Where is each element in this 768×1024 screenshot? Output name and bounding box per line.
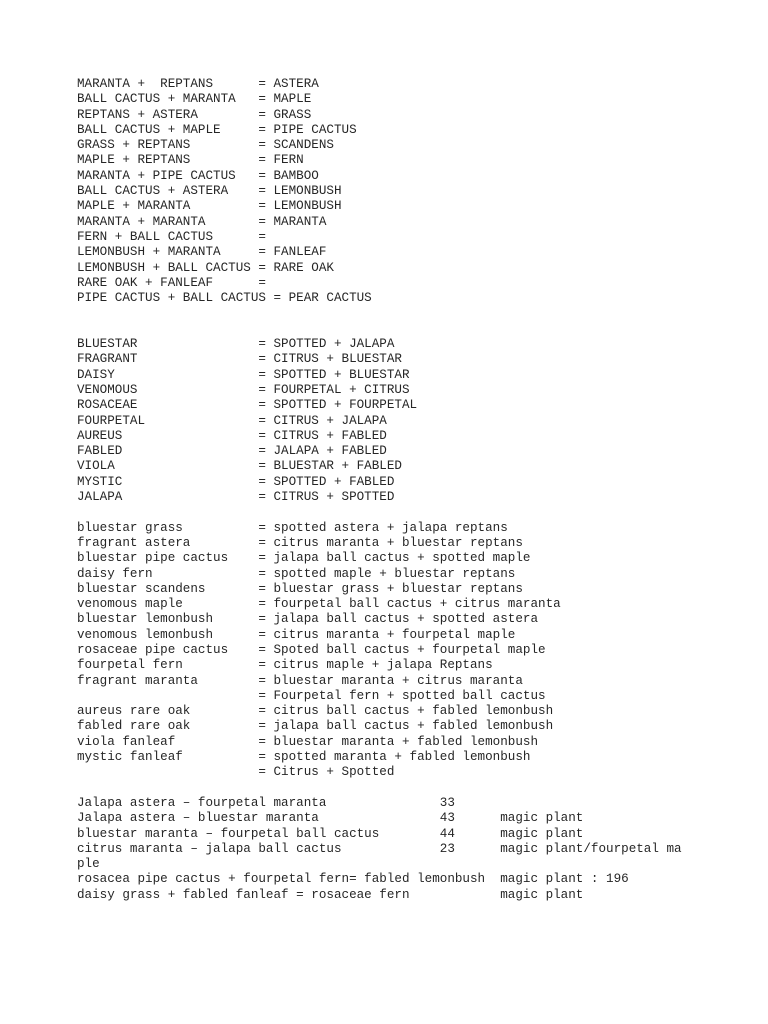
text-line: fragrant astera = citrus maranta + bluestar reptans	[77, 535, 523, 550]
text-line: MARANTA + MARANTA = MARANTA	[77, 214, 327, 229]
blank-line	[77, 781, 682, 796]
text-line: bluestar grass = spotted astera + jalapa reptans	[77, 520, 508, 535]
text-line: venomous lemonbush = citrus maranta + fourpetal maple	[77, 627, 516, 642]
text-line: daisy fern = spotted maple + bluestar reptans	[77, 566, 516, 581]
text-line: daisy grass + fabled fanleaf = rosaceae fern magic plant	[77, 887, 584, 902]
text-line: = Fourpetal fern + spotted ball cactus	[77, 688, 546, 703]
text-line: MYSTIC = SPOTTED + FABLED	[77, 474, 395, 489]
text-line: bluestar pipe cactus = jalapa ball cactus + spotted maple	[77, 551, 531, 566]
text-line: PIPE CACTUS + BALL CACTUS = PEAR CACTUS	[77, 291, 372, 306]
text-line: FERN + BALL CACTUS =	[77, 229, 266, 244]
section-recipes-plain	[77, 77, 682, 306]
text-line: rosacea pipe cactus + fourpetal fern= fabled lemonbush magic plant : 196	[77, 872, 629, 887]
section-recipes-colors	[77, 337, 682, 505]
text-line: MAPLE + MARANTA = LEMONBUSH	[77, 199, 342, 214]
text-line: AUREUS = CITRUS + FABLED	[77, 428, 387, 443]
text-line: bluestar lemonbush = jalapa ball cactus + spotted astera	[77, 612, 539, 627]
text-line: MAPLE + REPTANS = FERN	[77, 153, 304, 168]
text-line: FRAGRANT = CITRUS + BLUESTAR	[77, 352, 402, 367]
text-line: fabled rare oak = jalapa ball cactus + fabled lemonbush	[77, 719, 554, 734]
text-line: = Citrus + Spotted	[77, 765, 395, 780]
text-line: LEMONBUSH + BALL CACTUS = RARE OAK	[77, 260, 334, 275]
text-line: MARANTA + REPTANS = ASTERA	[77, 77, 319, 91]
text-line: mystic fanleaf = spotted maranta + fabled lemonbush	[77, 750, 531, 765]
text-line: VIOLA = BLUESTAR + FABLED	[77, 459, 402, 474]
text-line: venomous maple = fourpetal ball cactus + citrus maranta	[77, 597, 561, 612]
text-line: viola fanleaf = bluestar maranta + fabled lemonbush	[77, 734, 539, 749]
text-line: BALL CACTUS + MAPLE = PIPE CACTUS	[77, 122, 357, 137]
text-line: fragrant maranta = bluestar maranta + citrus maranta	[77, 673, 523, 688]
text-line: FOURPETAL = CITRUS + JALAPA	[77, 413, 387, 428]
text-line: REPTANS + ASTERA = GRASS	[77, 107, 312, 122]
text-line: BALL CACTUS + MARANTA = MAPLE	[77, 92, 312, 107]
text-line: aureus rare oak = citrus ball cactus + fabled lemonbush	[77, 704, 554, 719]
text-line: rosaceae pipe cactus = Spoted ball cactus + fourpetal maple	[77, 642, 546, 657]
text-line: RARE OAK + FANLEAF =	[77, 275, 266, 290]
text-line: VENOMOUS = FOURPETAL + CITRUS	[77, 382, 410, 397]
text-line: bluestar maranta – fourpetal ball cactus 44 magic plant	[77, 826, 584, 841]
blank-line	[77, 505, 682, 520]
blank-line	[77, 322, 682, 337]
text-line: FABLED = JALAPA + FABLED	[77, 444, 387, 459]
text-line: Jalapa astera – bluestar maranta 43 magic plant	[77, 811, 584, 826]
text-line: MARANTA + PIPE CACTUS = BAMBOO	[77, 168, 319, 183]
blank-line	[77, 306, 682, 321]
section-recipes-combined	[77, 521, 682, 781]
text-line: DAISY = SPOTTED + BLUESTAR	[77, 367, 410, 382]
text-line: citrus maranta – jalapa ball cactus 23 magic plant/fourpetal ma	[77, 841, 682, 856]
text-line: LEMONBUSH + MARANTA = FANLEAF	[77, 245, 327, 260]
text-line: BLUESTAR = SPOTTED + JALAPA	[77, 337, 395, 352]
text-line: ROSACEAE = SPOTTED + FOURPETAL	[77, 398, 418, 413]
document-text	[77, 77, 682, 903]
text-line: GRASS + REPTANS = SCANDENS	[77, 138, 334, 153]
text-line: Jalapa astera – fourpetal maranta 33	[77, 795, 455, 810]
text-line: bluestar scandens = bluestar grass + bluestar reptans	[77, 581, 523, 596]
text-line: ple	[77, 857, 100, 872]
text-line: BALL CACTUS + ASTERA = LEMONBUSH	[77, 184, 342, 199]
section-magic-plants	[77, 796, 682, 903]
text-line: fourpetal fern = citrus maple + jalapa Reptans	[77, 658, 493, 673]
text-line: JALAPA = CITRUS + SPOTTED	[77, 490, 395, 505]
